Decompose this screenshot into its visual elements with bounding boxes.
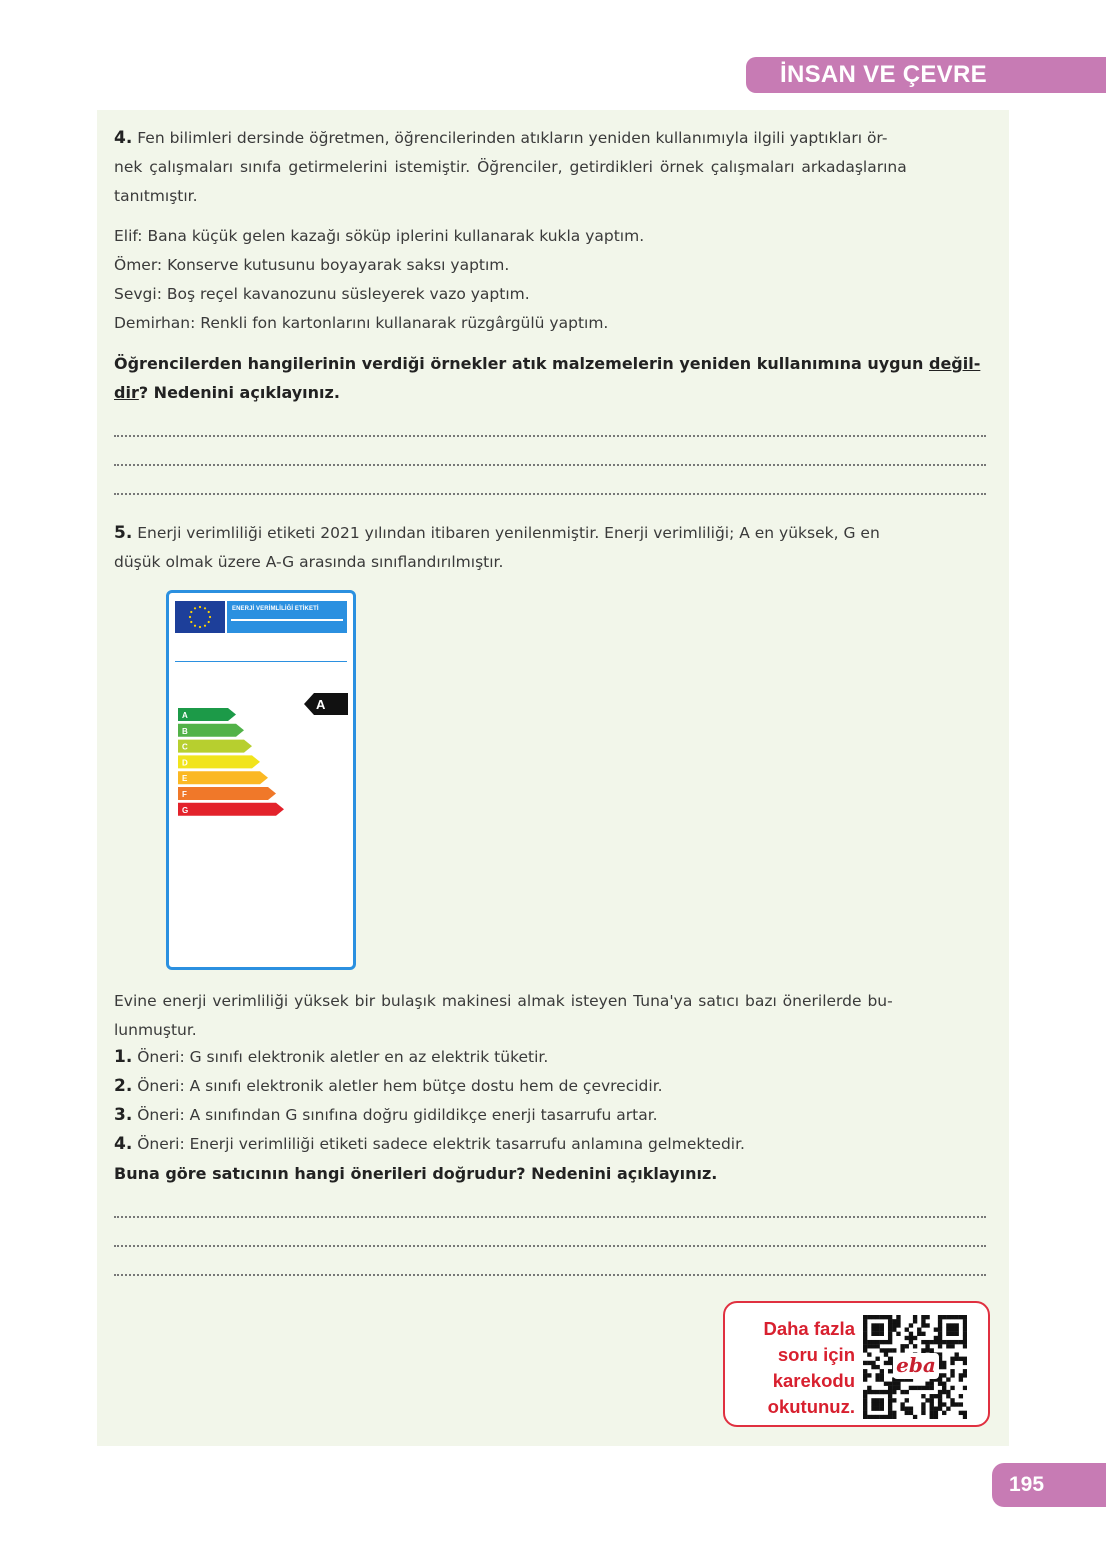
q4-number: 4. <box>114 128 133 148</box>
energy-class-letter: E <box>182 774 188 784</box>
q4-question: Öğrencilerden hangilerinin verdiği örnekler atık malzemelerin yeniden kullanımına uygun değil- dir? Nedenini açıklayınız. <box>114 354 981 402</box>
page-number: 195 <box>992 1463 1106 1507</box>
answer-line[interactable] <box>114 1216 986 1218</box>
q5-number: 5. <box>114 523 133 543</box>
energy-class-bar-b <box>178 724 244 737</box>
energy-class-bar-c <box>178 740 252 753</box>
energy-class-letter: G <box>182 805 189 815</box>
q5-suggestions <box>114 1043 992 1188</box>
suggestion-1: 1. Öneri: G sınıfı elektronik aletler en az elektrik tüketir. <box>114 1047 549 1067</box>
statement-omer: Ömer: Konserve kutusunu boyayarak saksı yaptım. <box>114 256 510 274</box>
suggestion-3: 3. Öneri: A sınıfından G sınıfına doğru gidildikçe enerji tasarrufu artar. <box>114 1105 658 1125</box>
unit-title-tab: İNSAN VE ÇEVRE <box>746 57 1106 93</box>
answer-line[interactable] <box>114 464 986 466</box>
qr-instruction: Daha fazla soru için karekodu okutunuz. <box>763 1318 855 1417</box>
q4-statements <box>114 222 992 338</box>
qr-promo-box <box>723 1301 990 1427</box>
energy-label <box>166 590 356 970</box>
suggestion-4: 4. Öneri: Enerji verimliliği etiketi sadece elektrik tasarrufu anlamına gelmektedir. <box>114 1134 745 1154</box>
q4-intro: 4. Fen bilimleri dersinde öğretmen, öğrencilerinden atıkların yeniden kullanımıyla ilgili yaptıkları ör- nek çalışmaları sınıfa getirmelerini istemiştir. Öğrenciler, getirdikleri örnek çalışmaları arkadaşlarına tanıtmıştır. <box>114 128 907 205</box>
qr-code-icon[interactable] <box>863 1315 967 1419</box>
statement-demirhan: Demirhan: Renkli fon kartonlarını kullanarak rüzgârgülü yaptım. <box>114 314 609 332</box>
energy-class-bar-f <box>178 787 276 800</box>
energy-class-letter: F <box>182 790 187 799</box>
energy-class-letter: C <box>182 742 188 752</box>
q5-question: Buna göre satıcının hangi önerileri doğrudur? Nedenini açıklayınız. <box>114 1164 718 1183</box>
eba-logo: eba <box>893 1353 939 1379</box>
energy-class-scale <box>172 693 356 833</box>
energy-class-bar-d <box>178 755 260 768</box>
q5-scenario: Evine enerji verimliliği yüksek bir bulaşık makinesi almak isteyen Tuna'ya satıcı bazı önerilerde bu- lunmuştur. <box>114 992 893 1039</box>
label-title: ENERJİ VERİMLİLİĞİ ETİKETİ <box>227 601 347 633</box>
energy-class-letter: B <box>182 726 188 736</box>
answer-line[interactable] <box>114 1245 986 1247</box>
energy-class-letter: D <box>182 758 188 768</box>
answer-line[interactable] <box>114 435 986 437</box>
q5-intro: 5. Enerji verimliliği etiketi 2021 yılından itibaren yenilenmiştir. Enerji verimliliği; A en yüksek, G en düşük olmak üzere A-G arasında sınıflandırılmıştır. <box>114 523 880 571</box>
energy-class-bar-e <box>178 771 268 784</box>
statement-elif: Elif: Bana küçük gelen kazağı söküp iplerini kullanarak kukla yaptım. <box>114 227 645 245</box>
answer-line[interactable] <box>114 493 986 495</box>
energy-class-letter: A <box>182 711 188 720</box>
eu-flag-icon <box>175 601 225 633</box>
energy-class-bar-g <box>178 803 284 816</box>
suggestion-2: 2. Öneri: A sınıfı elektronik aletler hem bütçe dostu hem de çevrecidir. <box>114 1076 663 1096</box>
rating-arrow <box>304 693 348 715</box>
statement-sevgi: Sevgi: Boş reçel kavanozunu süsleyerek vazo yaptım. <box>114 285 530 303</box>
answer-line[interactable] <box>114 1274 986 1276</box>
rating-letter: A <box>316 697 326 712</box>
